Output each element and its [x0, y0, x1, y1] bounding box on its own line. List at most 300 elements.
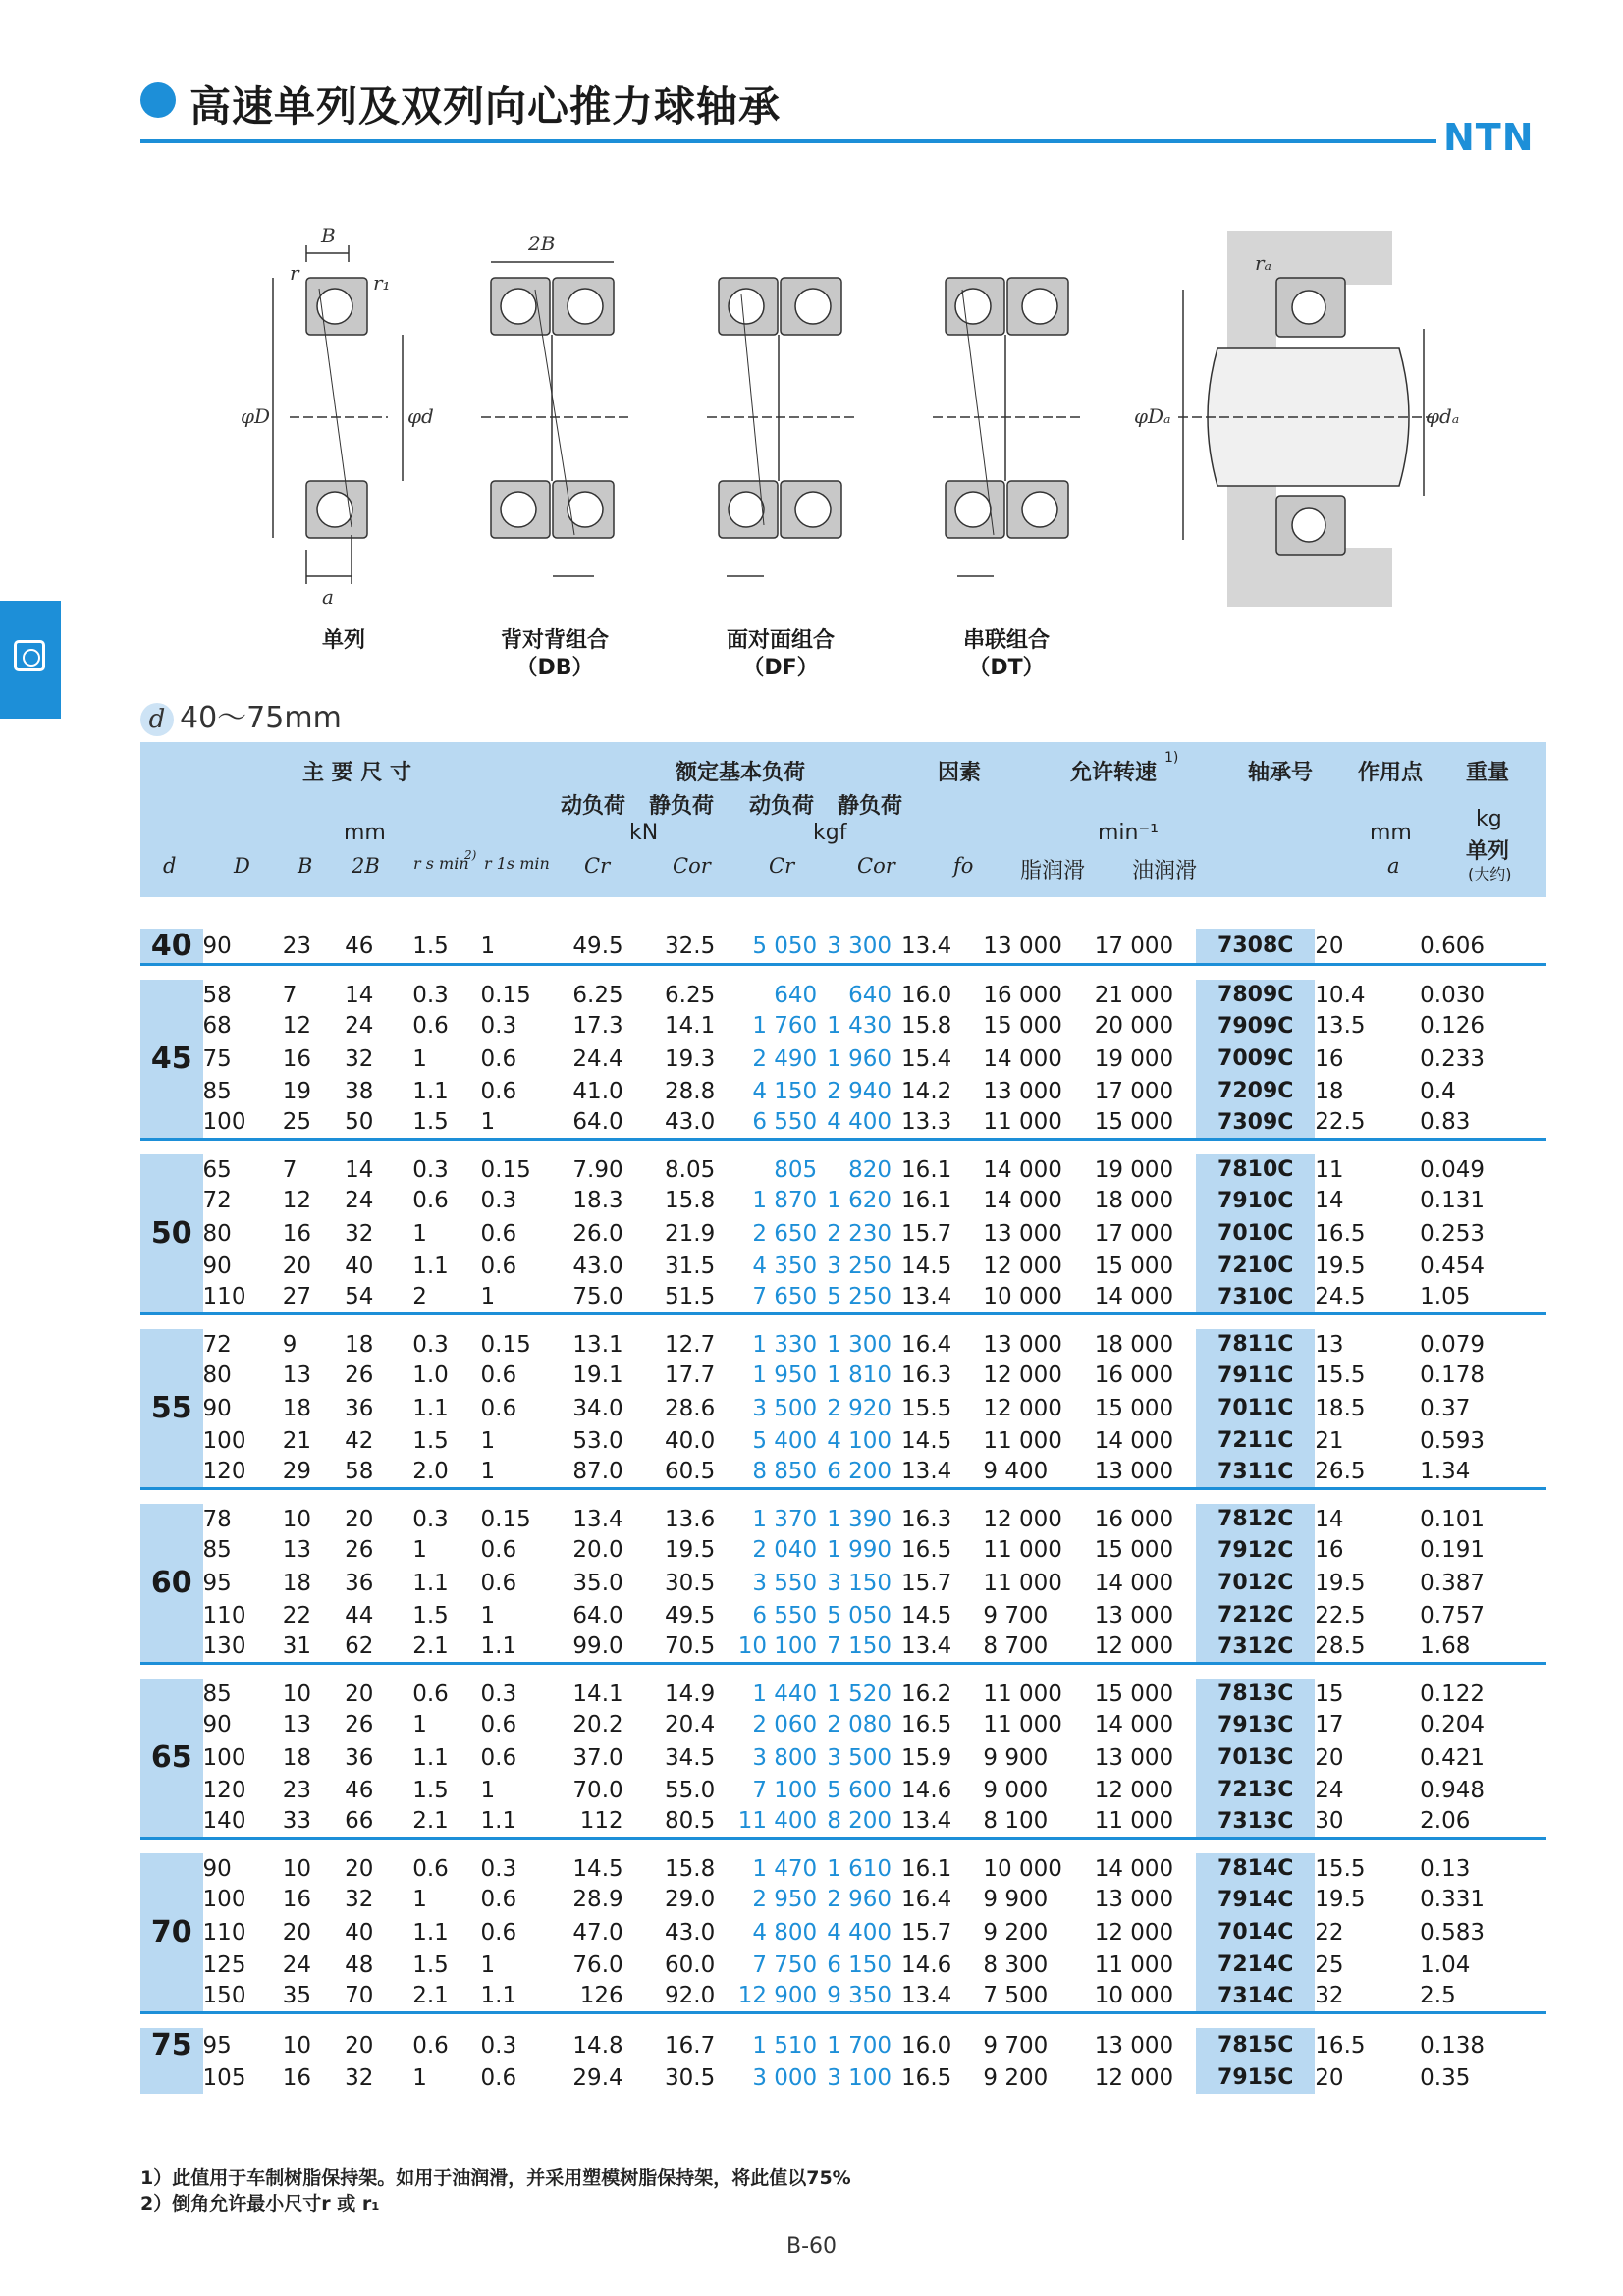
table-cell: 13 000	[983, 1078, 1062, 1104]
table-cell: 18	[282, 1744, 312, 1771]
table-cell: 1.5	[412, 1602, 449, 1629]
table-row	[140, 1107, 1546, 1140]
bearing-number: 7308C	[1196, 929, 1315, 965]
table-cell: 49.5	[665, 1602, 716, 1629]
table-cell: 95	[202, 2032, 232, 2058]
header-unit-kg: kg	[1476, 807, 1502, 831]
table-cell: 13	[282, 1537, 312, 1564]
table-cell: 2 040	[752, 1537, 818, 1564]
table-cell: 85	[202, 1537, 232, 1564]
bearing-section-icon	[14, 640, 45, 671]
bearing-drawings	[196, 221, 1460, 614]
bore-diameter-cell	[140, 1981, 203, 2013]
table-cell: 32	[345, 1045, 374, 1072]
table-cell: 20	[1315, 2064, 1344, 2091]
bore-diameter: 55	[140, 1391, 203, 1425]
table-row	[140, 1740, 1546, 1775]
bore-diameter-cell	[140, 1631, 203, 1664]
dim-label-phid: φd	[407, 404, 434, 428]
diagram-label-db: 背对背组合 （DB）	[500, 628, 609, 680]
table-cell: 9 700	[983, 1602, 1049, 1629]
table-row	[140, 2062, 1546, 2094]
table-cell: 820	[848, 1156, 893, 1183]
bearing-number: 7213C	[1196, 1775, 1315, 1806]
table-cell: 1 440	[752, 1681, 818, 1707]
table-cell: 1.1	[412, 1744, 449, 1771]
table-cell: 20.4	[665, 1712, 716, 1738]
table-cell: 70	[345, 1983, 374, 2009]
table-cell: 14.5	[901, 1253, 952, 1279]
bearing-table	[140, 742, 1546, 2094]
table-cell: 51.5	[665, 1284, 716, 1310]
table-cell: 1.04	[1420, 1951, 1471, 1978]
table-cell: 26	[345, 1537, 374, 1564]
table-cell: 36	[345, 1744, 374, 1771]
bearing-number: 7009C	[1196, 1041, 1315, 1076]
table-row	[140, 1282, 1546, 1314]
table-cell: 126	[579, 1983, 623, 2009]
table-cell: 14.5	[901, 1602, 952, 1629]
table-cell: 23	[282, 1777, 312, 1803]
table-cell: 14 000	[983, 1156, 1062, 1183]
table-row	[140, 1949, 1546, 1981]
table-cell: 2.0	[412, 1459, 449, 1485]
col-B: B	[298, 854, 313, 878]
table-row	[140, 1391, 1546, 1425]
table-cell: 19 000	[1094, 1156, 1174, 1183]
table-cell: 110	[202, 1919, 246, 1946]
table-cell: 8.05	[665, 1156, 716, 1183]
bearing-number: 7211C	[1196, 1425, 1315, 1457]
table-cell: 0.331	[1420, 1887, 1485, 1913]
table-cell: 15 000	[1094, 1537, 1174, 1564]
table-cell: 9 000	[983, 1777, 1049, 1803]
table-cell: 11 000	[983, 1570, 1062, 1596]
table-cell: 76.0	[572, 1951, 623, 1978]
table-cell: 13	[282, 1362, 312, 1389]
table-cell: 0.6	[480, 1887, 517, 1913]
table-row	[140, 1710, 1546, 1741]
table-row	[140, 1216, 1546, 1251]
table-cell: 0.101	[1420, 1506, 1485, 1532]
table-cell: 54	[345, 1284, 374, 1310]
table-cell: 90	[202, 933, 232, 959]
table-cell: 0.122	[1420, 1681, 1485, 1707]
table-cell: 10 000	[1094, 1983, 1174, 2009]
table-cell: 20.2	[572, 1712, 623, 1738]
table-row	[140, 1154, 1546, 1186]
table-cell: 2 080	[827, 1712, 893, 1738]
table-cell: 1 870	[752, 1188, 818, 1214]
table-cell: 10.4	[1315, 982, 1366, 1008]
table-cell: 16.0	[901, 2032, 952, 2058]
table-cell: 0.37	[1420, 1395, 1471, 1421]
table-cell: 75	[202, 1045, 232, 1072]
table-cell: 13.5	[1315, 1013, 1366, 1040]
col-r1s: r 1s min	[484, 854, 550, 873]
table-cell: 3 000	[752, 2064, 818, 2091]
table-cell: 15.5	[1315, 1362, 1366, 1389]
table-row	[140, 1535, 1546, 1567]
table-cell: 11 400	[737, 1808, 818, 1835]
table-cell: 1 620	[827, 1188, 893, 1214]
table-cell: 13 000	[983, 933, 1062, 959]
table-cell: 10 000	[983, 1284, 1062, 1310]
table-cell: 80	[202, 1220, 232, 1247]
table-cell: 3 300	[827, 933, 893, 959]
table-cell: 12 000	[983, 1253, 1062, 1279]
table-cell: 0.6	[480, 1744, 517, 1771]
brand-logo: NTN	[1443, 116, 1535, 159]
table-cell: 60.0	[665, 1951, 716, 1978]
table-cell: 12 000	[983, 1395, 1062, 1421]
table-cell: 0.3	[412, 1331, 449, 1358]
col-d: d	[163, 854, 177, 878]
dim-label-r1: r₁	[373, 271, 391, 294]
header-stat1: 静负荷	[649, 794, 715, 819]
table-cell: 18	[282, 1395, 312, 1421]
bore-diameter-cell	[140, 1329, 203, 1361]
bore-diameter-cell	[140, 1949, 203, 1981]
table-cell: 13 000	[1094, 1744, 1174, 1771]
table-cell: 1.1	[480, 1983, 517, 2009]
table-cell: 0.131	[1420, 1188, 1485, 1214]
diagram-label-single: 单列	[321, 628, 365, 653]
table-cell: 14 000	[1094, 1570, 1174, 1596]
table-cell: 12	[282, 1013, 312, 1040]
table-cell: 2 920	[827, 1395, 893, 1421]
table-cell: 15.9	[901, 1744, 952, 1771]
bearing-number: 7912C	[1196, 1535, 1315, 1567]
table-cell: 11 000	[1094, 1808, 1174, 1835]
table-cell: 1.5	[412, 1951, 449, 1978]
table-cell: 1.1	[480, 1633, 517, 1660]
range-text: 40～75mm	[180, 701, 342, 735]
table-row	[140, 1504, 1546, 1535]
col-Cr2: Cr	[769, 854, 795, 878]
bearing-number: 7910C	[1196, 1186, 1315, 1217]
table-cell: 20	[345, 1681, 374, 1707]
table-cell: 0.126	[1420, 1013, 1485, 1040]
table-cell: 14 000	[1094, 1284, 1174, 1310]
table-cell: 34.0	[572, 1395, 623, 1421]
table-cell: 1.5	[412, 1777, 449, 1803]
bearing-number: 7811C	[1196, 1329, 1315, 1361]
table-cell: 1.68	[1420, 1633, 1471, 1660]
table-cell: 16	[282, 1887, 312, 1913]
table-cell: 85	[202, 1078, 232, 1104]
table-cell: 1 370	[752, 1506, 818, 1532]
table-cell: 15.7	[901, 1570, 952, 1596]
table-cell: 0.6	[412, 1188, 449, 1214]
table-cell: 0.3	[480, 1681, 517, 1707]
bore-diameter-cell	[140, 1806, 203, 1839]
table-cell: 13 000	[1094, 1602, 1174, 1629]
table-cell: 16.4	[901, 1331, 952, 1358]
table-cell: 26	[345, 1712, 374, 1738]
bore-diameter-cell	[140, 1710, 203, 1741]
table-cell: 5 050	[752, 933, 818, 959]
table-cell: 0.6	[480, 1395, 517, 1421]
table-cell: 21 000	[1094, 982, 1174, 1008]
header-dyn1: 动负荷	[561, 794, 626, 819]
table-cell: 15.8	[665, 1855, 716, 1882]
table-cell: 30	[1315, 1808, 1344, 1835]
table-row	[140, 1457, 1546, 1489]
bearing-number: 7911C	[1196, 1361, 1315, 1392]
table-cell: 90	[202, 1253, 232, 1279]
table-cell: 17 000	[1094, 1220, 1174, 1247]
bearing-number: 7913C	[1196, 1710, 1315, 1741]
table-cell: 0.138	[1420, 2032, 1485, 2058]
table-cell: 2 060	[752, 1712, 818, 1738]
table-cell: 16	[1315, 1537, 1344, 1564]
table-cell: 9 200	[983, 1919, 1049, 1946]
table-cell: 15.8	[901, 1013, 952, 1040]
table-cell: 40	[345, 1919, 374, 1946]
table-cell: 18 000	[1094, 1331, 1174, 1358]
table-cell: 13.6	[665, 1506, 716, 1532]
header-approx: (大约)	[1468, 865, 1512, 883]
table-cell: 1.0	[412, 1362, 449, 1389]
table-cell: 10	[282, 2032, 312, 2058]
bore-range	[140, 693, 342, 735]
table-cell: 0.15	[480, 1506, 531, 1532]
table-cell: 1	[412, 2064, 427, 2091]
single-row-drawing	[273, 245, 403, 584]
table-cell: 40.0	[665, 1427, 716, 1454]
table-cell: 1 950	[752, 1362, 818, 1389]
table-cell: 6 550	[752, 1602, 818, 1629]
bearing-number: 7813C	[1196, 1679, 1315, 1710]
bore-diameter-cell	[140, 1425, 203, 1457]
table-cell: 21	[1315, 1427, 1344, 1454]
title-bullet-icon	[140, 82, 176, 118]
bore-diameter: 75	[140, 2028, 203, 2062]
table-cell: 3 800	[752, 1744, 818, 1771]
table-cell: 34.5	[665, 1744, 716, 1771]
table-cell: 0.049	[1420, 1156, 1485, 1183]
table-row	[140, 1566, 1546, 1600]
table-cell: 15.5	[1315, 1855, 1366, 1882]
table-cell: 47.0	[572, 1919, 623, 1946]
table-cell: 13.1	[572, 1331, 623, 1358]
table-cell: 13 000	[1094, 1887, 1174, 1913]
table-cell: 32	[345, 2064, 374, 2091]
header-rated-load: 额定基本负荷	[676, 761, 806, 785]
col-Cor: Cor	[673, 854, 711, 878]
table-cell: 0.6	[412, 2032, 449, 2058]
table-cell: 10	[282, 1681, 312, 1707]
table-cell: 0.83	[1420, 1109, 1471, 1136]
table-cell: 1 510	[752, 2032, 818, 2058]
table-cell: 0.15	[480, 1331, 531, 1358]
table-cell: 14 000	[1094, 1427, 1174, 1454]
bore-diameter-cell	[140, 1361, 203, 1392]
table-cell: 150	[202, 1983, 246, 2009]
table-cell: 1 700	[827, 2032, 893, 2058]
dim-label-ra: rₐ	[1255, 251, 1272, 275]
table-cell: 120	[202, 1777, 246, 1803]
bearing-number: 7812C	[1196, 1504, 1315, 1535]
col-D: D	[234, 854, 250, 878]
table-cell: 22.5	[1315, 1109, 1366, 1136]
bearing-number: 7012C	[1196, 1566, 1315, 1600]
table-cell: 1 960	[827, 1045, 893, 1072]
table-cell: 17.7	[665, 1362, 716, 1389]
table-cell: 0.6	[480, 1362, 517, 1389]
table-row	[140, 1186, 1546, 1217]
table-cell: 13.4	[901, 1459, 952, 1485]
df-drawing	[707, 278, 854, 576]
table-cell: 0.454	[1420, 1253, 1485, 1279]
table-cell: 7	[282, 1156, 298, 1183]
table-cell: 16	[282, 1045, 312, 1072]
dim-label-phida: φdₐ	[1426, 404, 1460, 428]
table-cell: 64.0	[572, 1602, 623, 1629]
table-cell: 92.0	[665, 1983, 716, 2009]
table-cell: 0.583	[1420, 1919, 1485, 1946]
table-cell: 36	[345, 1570, 374, 1596]
bearing-number: 7212C	[1196, 1600, 1315, 1631]
header-unit-mm2: mm	[1370, 821, 1412, 845]
table-cell: 19.5	[665, 1537, 716, 1564]
table-cell: 16 000	[1094, 1506, 1174, 1532]
table-cell: 3 500	[752, 1395, 818, 1421]
table-cell: 90	[202, 1712, 232, 1738]
table-cell: 26.0	[572, 1220, 623, 1247]
col-2B: 2B	[352, 854, 380, 878]
dim-label-a: a	[322, 585, 334, 609]
table-cell: 49.5	[572, 933, 623, 959]
table-cell: 18	[282, 1570, 312, 1596]
header-load-center: 作用点	[1358, 761, 1424, 785]
table-cell: 8 850	[752, 1459, 818, 1485]
footnotes	[140, 2165, 851, 2216]
side-tab[interactable]	[0, 601, 61, 719]
bore-diameter-cell	[140, 1504, 203, 1535]
dim-label-B: B	[321, 224, 336, 247]
table-cell: 5 250	[827, 1284, 893, 1310]
table-cell: 16.5	[901, 1712, 952, 1738]
table-cell: 0.6	[480, 1919, 517, 1946]
bore-diameter-cell	[140, 980, 203, 1011]
table-cell: 7.90	[572, 1156, 623, 1183]
table-cell: 19 000	[1094, 1045, 1174, 1072]
table-cell: 1	[412, 1887, 427, 1913]
table-cell: 13.4	[901, 1808, 952, 1835]
table-row	[140, 1631, 1546, 1664]
table-cell: 35.0	[572, 1570, 623, 1596]
table-cell: 29.0	[665, 1887, 716, 1913]
bore-diameter-cell	[140, 2062, 203, 2094]
table-cell: 14.1	[572, 1681, 623, 1707]
table-cell: 99.0	[572, 1633, 623, 1660]
table-row	[140, 980, 1546, 1011]
header-bearing-no: 轴承号	[1248, 761, 1314, 785]
table-cell: 1.1	[412, 1078, 449, 1104]
table-cell: 20	[282, 1919, 312, 1946]
header-unit-kn: kN	[629, 821, 659, 845]
table-cell: 1 610	[827, 1855, 893, 1882]
header-dyn2: 动负荷	[749, 794, 815, 819]
bore-diameter-cell	[140, 1853, 203, 1885]
dim-label-r: r	[290, 261, 299, 285]
table-cell: 1.1	[412, 1570, 449, 1596]
table-cell: 15 000	[983, 1013, 1062, 1040]
table-row	[140, 1425, 1546, 1457]
table-cell: 29	[282, 1459, 312, 1485]
dt-drawing	[933, 278, 1080, 576]
table-cell: 13.4	[901, 933, 952, 959]
table-cell: 25	[1315, 1951, 1344, 1978]
table-cell: 20	[1315, 1744, 1344, 1771]
table-cell: 640	[774, 982, 818, 1008]
table-cell: 55.0	[665, 1777, 716, 1803]
table-cell: 14	[345, 982, 374, 1008]
table-cell: 1 760	[752, 1013, 818, 1040]
table-cell: 4 350	[752, 1253, 818, 1279]
header-unit-mm: mm	[344, 821, 386, 845]
table-cell: 20 000	[1094, 1013, 1174, 1040]
table-cell: 11 000	[983, 1427, 1062, 1454]
table-cell: 95	[202, 1570, 232, 1596]
table-cell: 140	[202, 1808, 246, 1835]
table-cell: 2.1	[412, 1983, 449, 2009]
table-cell: 7 100	[752, 1777, 818, 1803]
bore-diameter: 50	[140, 1216, 203, 1251]
table-cell: 11 000	[983, 1681, 1062, 1707]
table-cell: 1 810	[827, 1362, 893, 1389]
bore-diameter-cell	[140, 1186, 203, 1217]
table-cell: 32	[1315, 1983, 1344, 2009]
table-cell: 16.1	[901, 1188, 952, 1214]
table-cell: 58	[345, 1459, 374, 1485]
table-cell: 13	[1315, 1331, 1344, 1358]
table-cell: 3 550	[752, 1570, 818, 1596]
bearing-number: 7914C	[1196, 1885, 1315, 1916]
table-cell: 5 600	[827, 1777, 893, 1803]
table-cell: 20	[1315, 933, 1344, 959]
table-cell: 24	[282, 1951, 312, 1978]
table-cell: 28.6	[665, 1395, 716, 1421]
table-cell: 0.606	[1420, 933, 1485, 959]
table-cell: 21	[282, 1427, 312, 1454]
table-cell: 8 100	[983, 1808, 1049, 1835]
table-row	[140, 1329, 1546, 1361]
bearing-number: 7311C	[1196, 1457, 1315, 1489]
table-cell: 11 000	[983, 1712, 1062, 1738]
table-cell: 5 050	[827, 1602, 893, 1629]
table-cell: 16.7	[665, 2032, 716, 2058]
table-cell: 17	[1315, 1712, 1344, 1738]
bore-diameter-cell	[140, 1457, 203, 1489]
table-cell: 3 150	[827, 1570, 893, 1596]
table-cell: 0.3	[412, 1506, 449, 1532]
bearing-number: 7312C	[1196, 1631, 1315, 1664]
db-drawing	[481, 262, 628, 576]
mounting-drawing	[1178, 231, 1434, 607]
table-cell: 1.5	[412, 1427, 449, 1454]
page-number: B-60	[785, 2234, 838, 2259]
table-cell: 19.1	[572, 1362, 623, 1389]
table-cell: 12 000	[983, 1506, 1062, 1532]
header-unit-min: min⁻¹	[1098, 821, 1159, 845]
bearing-number: 7814C	[1196, 1853, 1315, 1885]
table-cell: 2 940	[827, 1078, 893, 1104]
table-cell: 26.5	[1315, 1459, 1366, 1485]
table-cell: 8 300	[983, 1951, 1049, 1978]
